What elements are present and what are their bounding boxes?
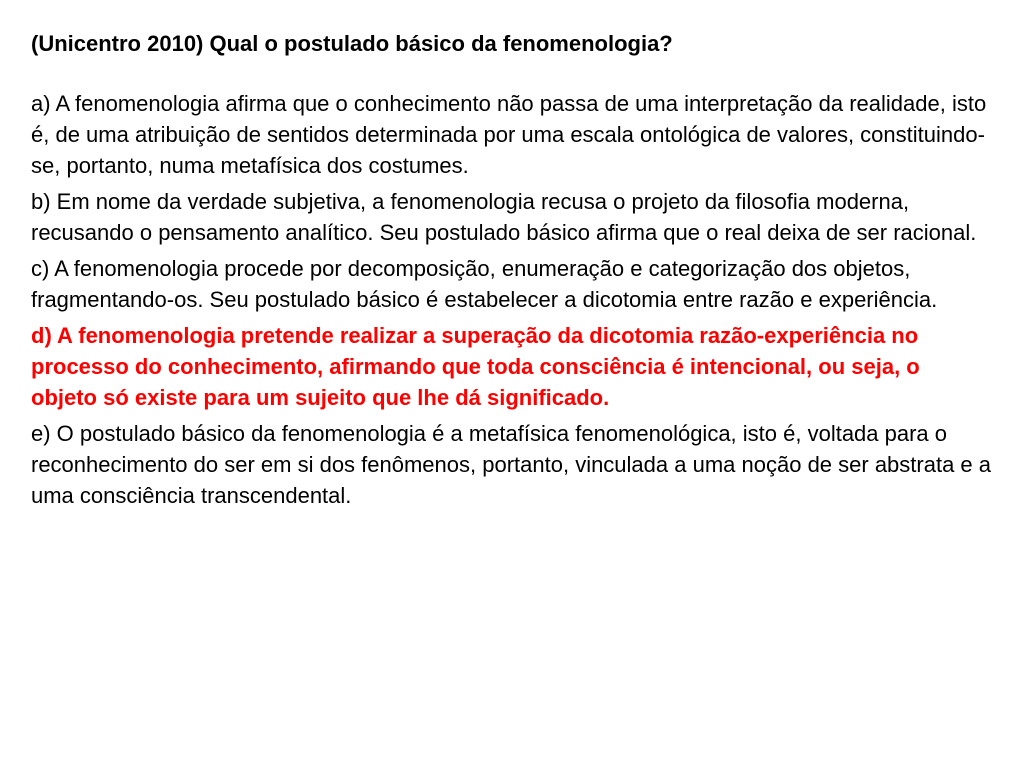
option-c: c) A fenomenologia procede por decomposição, enumeração e categorização dos objetos, fragmentando-os. Seu postulado básico é estabelecer a dicotomia entre razão e experiência. bbox=[31, 256, 938, 312]
answer-options bbox=[31, 88, 991, 511]
question-title: (Unicentro 2010) Qual o postulado básico da fenomenologia? bbox=[31, 31, 673, 56]
option-d-correct-answer: d) A fenomenologia pretende realizar a superação da dicotomia razão-experiência no processo do conhecimento, afirmando que toda consciência é intencional, ou seja, o objeto só existe para um sujeito que lhe dá significado. bbox=[31, 323, 920, 410]
option-e: e) O postulado básico da fenomenologia é a metafísica fenomenológica, isto é, voltada para o reconhecimento do ser em si dos fenômenos, portanto, vinculada a uma noção de ser abstrata e a uma consciência transcendental. bbox=[31, 421, 992, 508]
option-a: a) A fenomenologia afirma que o conhecimento não passa de uma interpretação da realidade, isto é, de uma atribuição de sentidos determinada por uma escala ontológica de valores, constituindo-se, portanto, numa metafísica dos costumes. bbox=[31, 91, 987, 178]
option-b: b) Em nome da verdade subjetiva, a fenomenologia recusa o projeto da filosofia moderna, recusando o pensamento analítico. Seu postulado básico afirma que o real deixa de ser racional. bbox=[31, 189, 977, 245]
slide-content bbox=[31, 29, 991, 516]
